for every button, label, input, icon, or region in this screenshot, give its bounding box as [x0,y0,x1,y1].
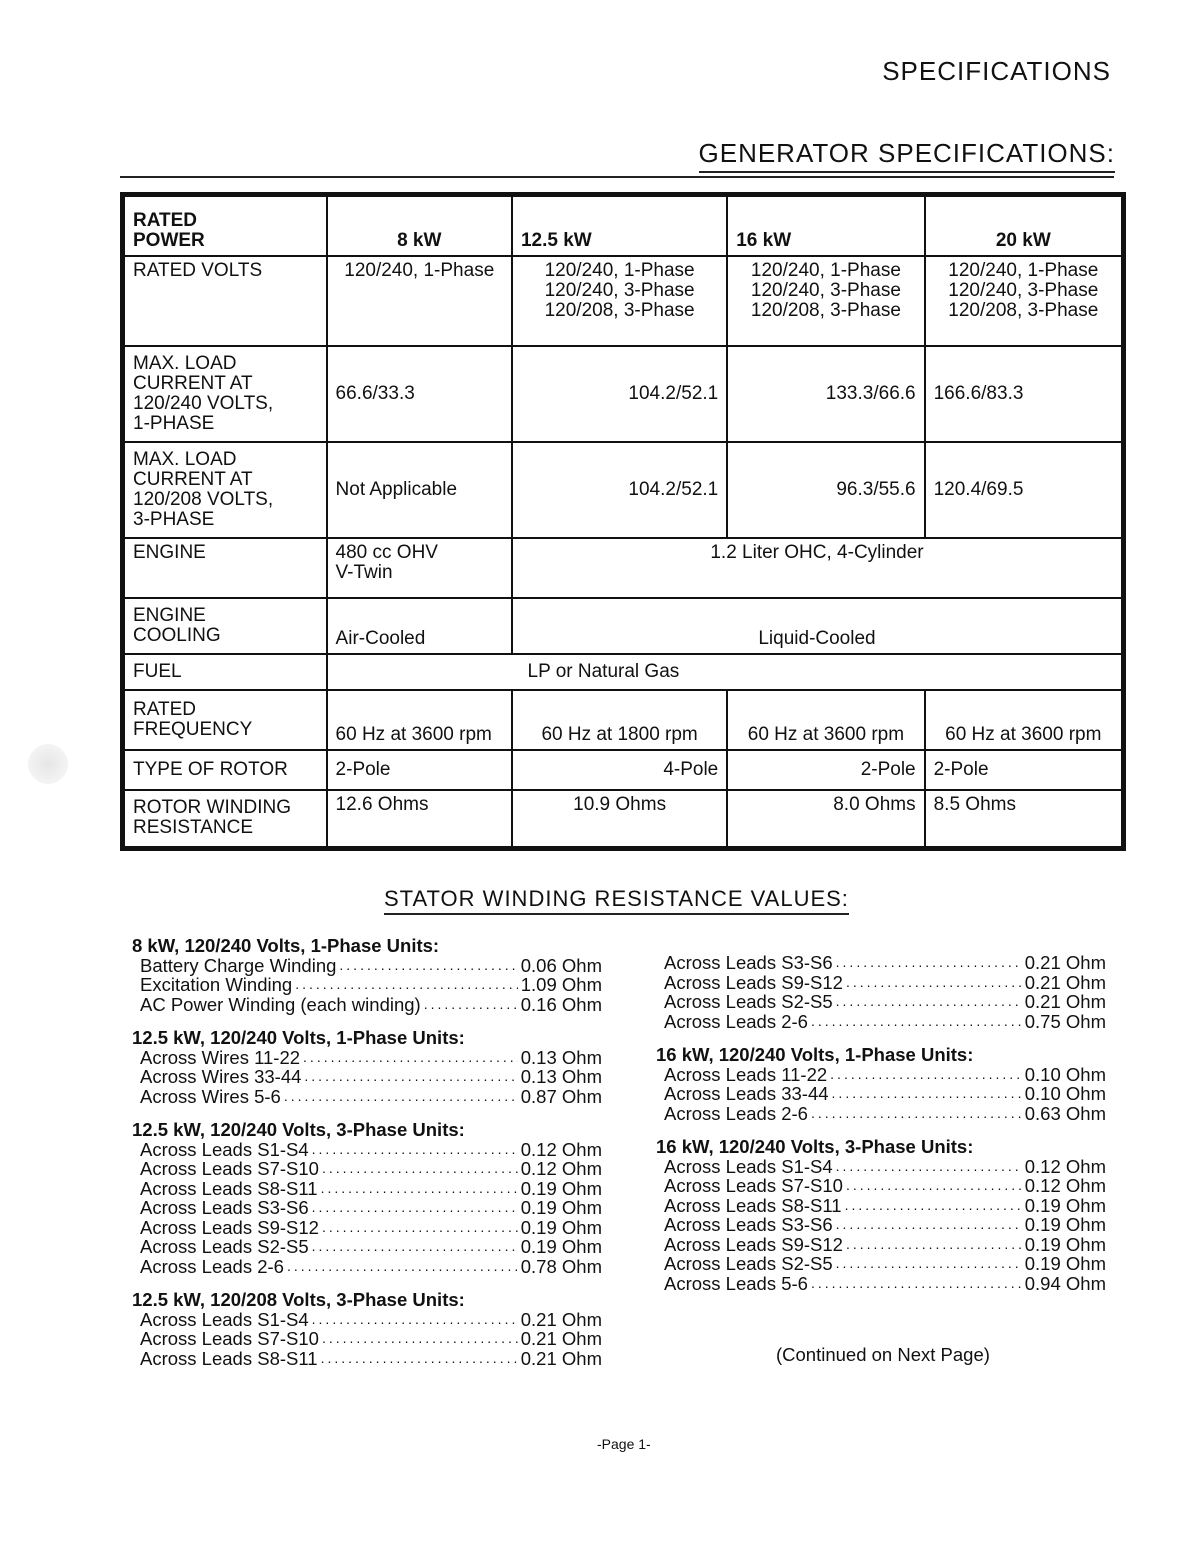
table-cell: 96.3/55.6 [727,442,924,538]
table-cell: 480 cc OHV V-Twin [327,538,512,598]
table-header-row [123,195,1124,257]
col-header-20kw: 20 kW [925,195,1124,257]
list-item: Across Leads S2-S5 ..... 0.21 Ohm [656,992,1106,1012]
table-cell: 60 Hz at 1800 rpm [512,690,727,750]
list-item: Across Leads S3-S6 ..... 0.19 Ohm [656,1215,1106,1235]
group-title: 16 kW, 120/240 Volts, 3-Phase Units: [656,1136,974,1157]
stator-column-left [132,936,602,1382]
punch-hole [28,744,68,784]
table-row [123,690,1124,750]
list-item: Across Leads 2-6 ..... 0.75 Ohm [656,1012,1106,1032]
divider [120,176,1114,178]
list-item: AC Power Winding (each winding) ..... 0.16 Ohm [132,995,602,1015]
stator-column-right [656,953,1106,1307]
list-item: Across Leads S8-S11 ..... 0.21 Ohm [132,1349,602,1369]
row-label: RATED VOLTS [123,256,327,346]
stator-group [656,1045,1106,1123]
generator-specs-title: GENERATOR SPECIFICATIONS: [699,138,1116,173]
table-cell: 120/240, 1-Phase 120/240, 3-Phase 120/208, 3-Phase [727,256,924,346]
list-item: Across Leads S3-S6 ..... 0.19 Ohm [132,1198,602,1218]
list-item: Across Leads S7-S10 ..... 0.12 Ohm [656,1176,1106,1196]
table-cell: 120/240, 1-Phase 120/240, 3-Phase 120/208, 3-Phase [512,256,727,346]
list-item: Across Leads 33-44 ..... 0.10 Ohm [656,1084,1106,1104]
table-cell: 2-Pole [727,750,924,790]
page-number: -Page 1- [597,1436,651,1452]
list-item: Across Leads S1-S4 ..... 0.12 Ohm [656,1157,1106,1177]
list-item: Across Leads S9-S12 ..... 0.21 Ohm [656,973,1106,993]
row-label: ENGINE COOLING [123,598,327,654]
row-label: FUEL [123,654,327,690]
list-item: Across Leads S2-S5 ..... 0.19 Ohm [656,1254,1106,1274]
list-item: Across Leads S8-S11 ..... 0.19 Ohm [132,1179,602,1199]
table-row [123,346,1124,442]
group-title: 16 kW, 120/240 Volts, 1-Phase Units: [656,1044,974,1065]
list-item: Across Wires 5-6 ..... 0.87 Ohm [132,1087,602,1107]
table-cell: 133.3/66.6 [727,346,924,442]
table-cell: 120.4/69.5 [925,442,1124,538]
table-cell: Air-Cooled [327,598,512,654]
table-cell: 120/240, 1-Phase 120/240, 3-Phase 120/208, 3-Phase [925,256,1124,346]
list-item: Across Leads 2-6 ..... 0.78 Ohm [132,1257,602,1277]
col-header-12kw: 12.5 kW [512,195,727,257]
row-label: MAX. LOAD CURRENT AT 120/240 VOLTS, 1-PHASE [123,346,327,442]
list-item: Across Leads 5-6 ..... 0.94 Ohm [656,1274,1106,1294]
table-cell: 60 Hz at 3600 rpm [727,690,924,750]
row-label: MAX. LOAD CURRENT AT 120/208 VOLTS, 3-PHASE [123,442,327,538]
table-cell: 66.6/33.3 [327,346,512,442]
stator-group [656,953,1106,1031]
table-cell: 104.2/52.1 [512,442,727,538]
table-row [123,256,1124,346]
list-item: Across Leads 2-6 ..... 0.63 Ohm [656,1104,1106,1124]
stator-group [132,936,602,1014]
table-cell: 60 Hz at 3600 rpm [925,690,1124,750]
list-item: Across Leads S9-S12 ..... 0.19 Ohm [656,1235,1106,1255]
row-label: ENGINE [123,538,327,598]
table-cell: Not Applicable [327,442,512,538]
list-item: Battery Charge Winding ..... 0.06 Ohm [132,956,602,976]
group-title: 8 kW, 120/240 Volts, 1-Phase Units: [132,935,440,956]
continued-note: (Continued on Next Page) [776,1344,990,1365]
table-cell: 1.2 Liter OHC, 4-Cylinder [512,538,1124,598]
col-header-rated-power: RATED POWER [123,195,327,257]
col-header-16kw: 16 kW [727,195,924,257]
table-cell: 4-Pole [512,750,727,790]
list-item: Across Leads S3-S6 ..... 0.21 Ohm [656,953,1106,973]
list-item: Across Leads S2-S5 ..... 0.19 Ohm [132,1237,602,1257]
table-cell: Liquid-Cooled [512,598,1124,654]
stator-group [132,1028,602,1106]
table-row [123,442,1124,538]
table-cell: 166.6/83.3 [925,346,1124,442]
list-item: Across Wires 11-22 ..... 0.13 Ohm [132,1048,602,1068]
generator-spec-table [120,192,1126,851]
table-cell: 2-Pole [925,750,1124,790]
table-row [123,598,1124,654]
row-label: ROTOR WINDING RESISTANCE [123,790,327,848]
group-title: 12.5 kW, 120/208 Volts, 3-Phase Units: [132,1289,465,1310]
list-item: Across Leads S9-S12 ..... 0.19 Ohm [132,1218,602,1238]
page-header: SPECIFICATIONS [882,56,1111,86]
group-title: 12.5 kW, 120/240 Volts, 3-Phase Units: [132,1119,465,1140]
col-header-8kw: 8 kW [327,195,512,257]
table-cell: LP or Natural Gas [327,654,1124,690]
table-cell: 12.6 Ohms [327,790,512,848]
stator-group [132,1290,602,1368]
list-item: Across Leads S7-S10 ..... 0.12 Ohm [132,1159,602,1179]
group-title: 12.5 kW, 120/240 Volts, 1-Phase Units: [132,1027,465,1048]
stator-group [132,1120,602,1276]
list-item: Across Leads 11-22 ..... 0.10 Ohm [656,1065,1106,1085]
table-row [123,750,1124,790]
table-cell: 2-Pole [327,750,512,790]
table-cell: 8.5 Ohms [925,790,1124,848]
table-cell: 104.2/52.1 [512,346,727,442]
table-cell: 10.9 Ohms [512,790,727,848]
stator-section-title: STATOR WINDING RESISTANCE VALUES: [384,886,849,915]
row-label: RATED FREQUENCY [123,690,327,750]
table-cell: 120/240, 1-Phase [327,256,512,346]
list-item: Across Wires 33-44 ..... 0.13 Ohm [132,1067,602,1087]
table-row [123,538,1124,598]
stator-group [656,1137,1106,1293]
table-row [123,790,1124,848]
list-item: Across Leads S8-S11 ..... 0.19 Ohm [656,1196,1106,1216]
list-item: Excitation Winding ..... 1.09 Ohm [132,975,602,995]
list-item: Across Leads S1-S4 ..... 0.21 Ohm [132,1310,602,1330]
table-cell: 60 Hz at 3600 rpm [327,690,512,750]
list-item: Across Leads S1-S4 ..... 0.12 Ohm [132,1140,602,1160]
table-cell: 8.0 Ohms [727,790,924,848]
row-label: TYPE OF ROTOR [123,750,327,790]
list-item: Across Leads S7-S10 ..... 0.21 Ohm [132,1329,602,1349]
table-row [123,654,1124,690]
